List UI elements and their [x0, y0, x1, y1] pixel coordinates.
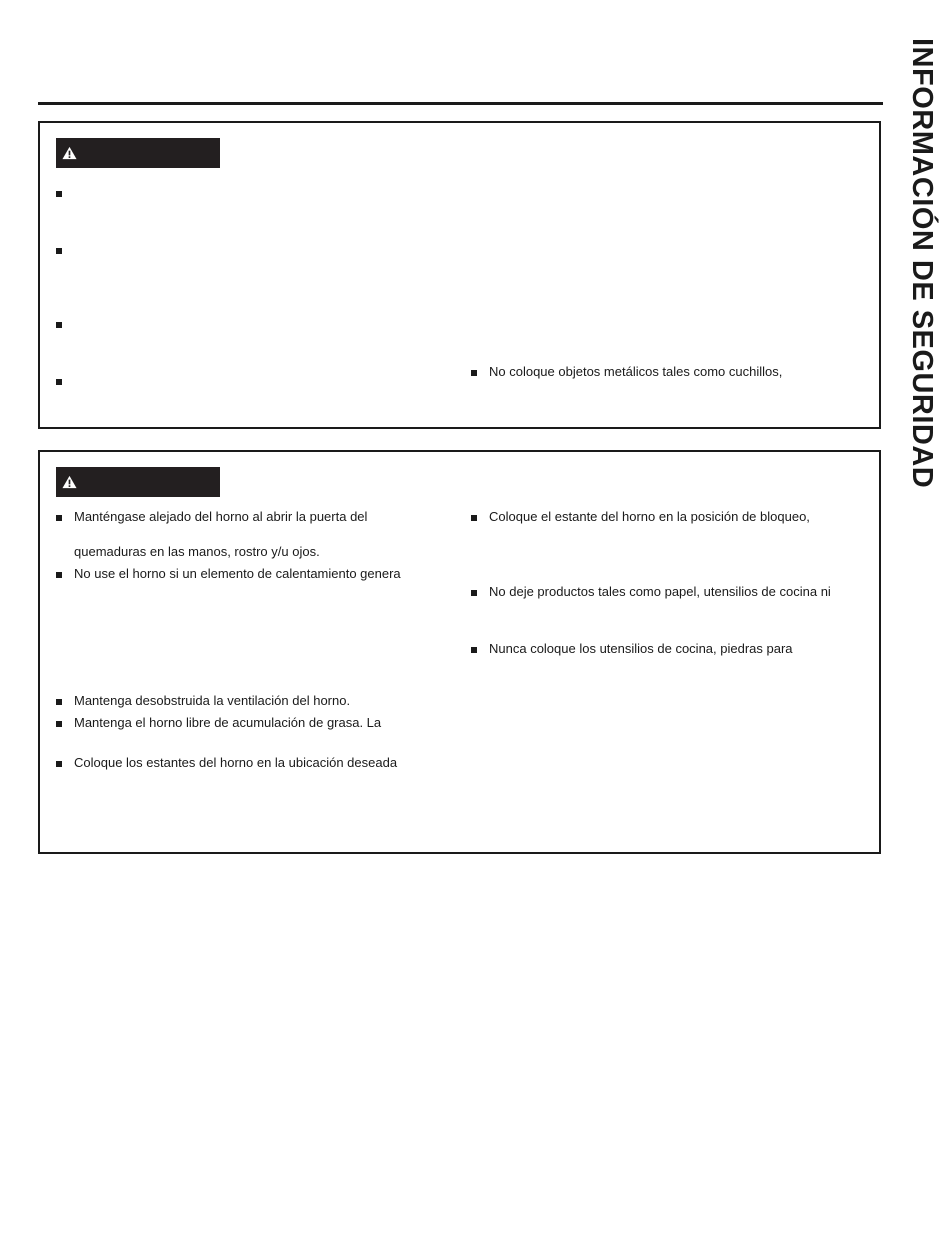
warning-panel-2 — [38, 450, 881, 854]
side-title: INFORMACIÓN DE SEGURIDAD — [906, 38, 938, 489]
bullet — [56, 572, 62, 578]
bullet — [56, 322, 62, 328]
bullet — [56, 699, 62, 705]
bullet — [56, 191, 62, 197]
item-text: Mantenga desobstruida la ventilación del horno. — [74, 693, 351, 708]
list-item — [489, 641, 793, 657]
list-item — [74, 693, 350, 709]
list-item — [74, 566, 401, 582]
list-item-continuation — [74, 544, 320, 560]
bullet — [56, 379, 62, 385]
bullet — [471, 647, 477, 653]
list-item — [74, 509, 367, 525]
bullet — [56, 515, 62, 521]
bullet — [471, 590, 477, 596]
top-rule — [38, 102, 883, 105]
item-text: Nunca coloque los utensilios de cocina, piedras para — [489, 641, 793, 656]
list-item — [74, 715, 381, 731]
list-item — [489, 584, 831, 600]
list-item — [489, 509, 810, 525]
bullet — [471, 370, 477, 376]
warning-triangle-icon — [62, 475, 77, 489]
warning-bar — [56, 467, 220, 497]
item-text: Manténgase alejado del horno al abrir la puerta del — [74, 509, 368, 524]
bullet — [471, 515, 477, 521]
warning-triangle-icon — [62, 146, 77, 160]
bullet — [56, 248, 62, 254]
bullet — [56, 761, 62, 767]
list-item — [74, 755, 397, 771]
item-text: No deje productos tales como papel, utensilios de cocina ni — [489, 584, 831, 599]
item-text: No use el horno si un elemento de calentamiento genera — [74, 566, 401, 581]
warning-bar — [56, 138, 220, 168]
item-text: Coloque los estantes del horno en la ubicación deseada — [74, 755, 398, 770]
item-text: quemaduras en las manos, rostro y/u ojos. — [74, 544, 320, 559]
list-item — [489, 364, 782, 380]
item-text: No coloque objetos metálicos tales como cuchillos, — [489, 364, 783, 379]
warning-panel-1 — [38, 121, 881, 429]
item-text: Mantenga el horno libre de acumulación de grasa. La — [74, 715, 382, 730]
bullet — [56, 721, 62, 727]
item-text: Coloque el estante del horno en la posición de bloqueo, — [489, 509, 810, 524]
